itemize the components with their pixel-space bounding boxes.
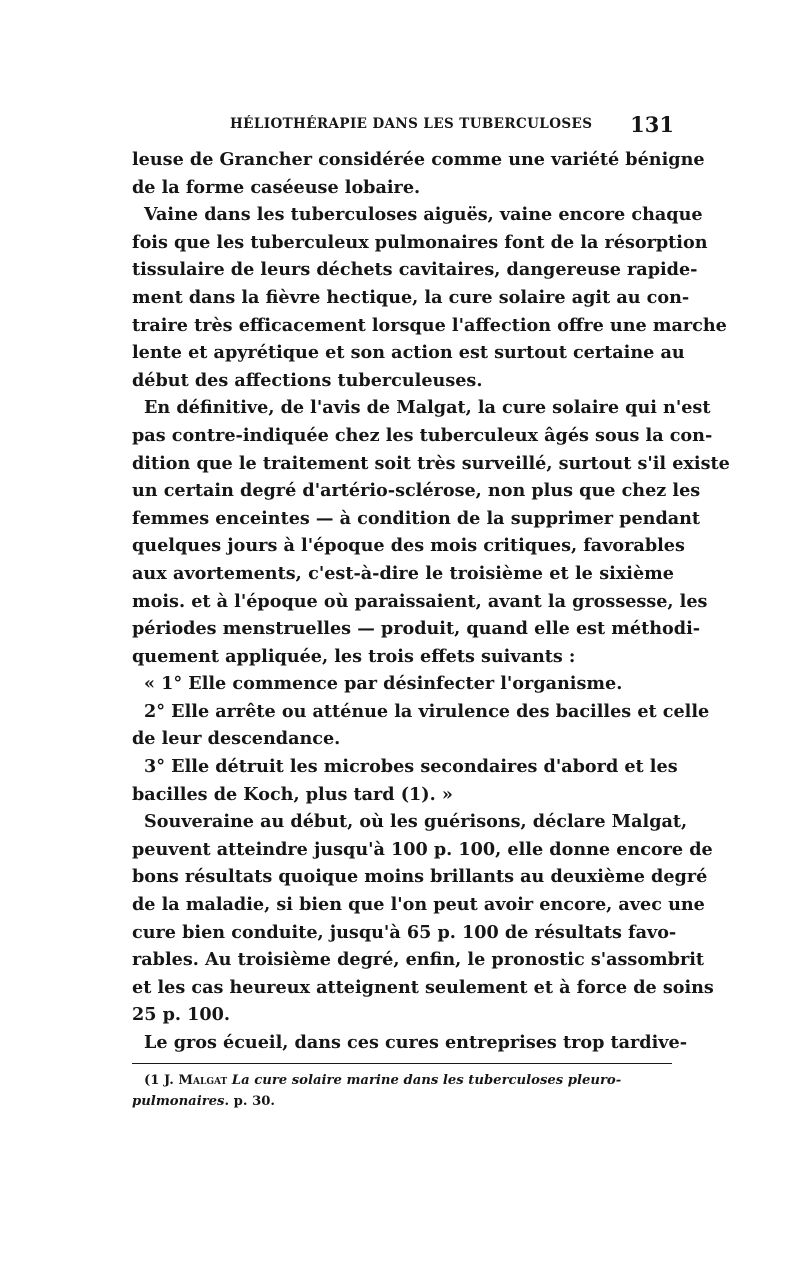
text-line: et les cas heureux atteignent seulement et à force de soins [132, 976, 714, 998]
text-line: mois. et à l'époque où paraissaient, avant la grossesse, les [132, 590, 708, 612]
footnote-page-ref: . p. 30. [224, 1094, 276, 1109]
text-line: En définitive, de l'avis de Malgat, la cure solaire qui n'est [144, 397, 711, 419]
text-line: de leur descendance. [132, 728, 341, 750]
text-line: traire très efficacement lorsque l'affection offre une marche [132, 314, 727, 336]
text-line: 25 p. 100. [132, 1004, 231, 1026]
text-line: bons résultats quoique moins brillants au deuxième degré [132, 866, 708, 888]
text-line: cure bien conduite, jusqu'à 65 p. 100 de résultats favo- [132, 921, 677, 943]
footnote [132, 1070, 674, 1112]
text-line: 3° Elle détruit les microbes secondaires d'abord et les [144, 756, 678, 778]
text-line: Le gros écueil, dans ces cures entreprises trop tardive- [144, 1032, 688, 1053]
text-line: Souveraine au début, où les guérisons, déclare Malgat, [144, 811, 688, 833]
running-head [132, 112, 674, 142]
footnote-title: La cure solaire marine dans les tuberculoses pleuro- [231, 1073, 622, 1088]
page-number: 131 [630, 112, 674, 137]
footnote-line [132, 1091, 674, 1112]
text-line: 2° Elle arrête ou atténue la virulence des bacilles et celle [144, 700, 710, 722]
text-line: quement appliquée, les trois effets suivants : [132, 645, 576, 667]
text-line: rables. Au troisième degré, enfin, le pronostic s'assombrit [132, 949, 705, 971]
running-title: HÉLIOTHÉRAPIE DANS LES TUBERCULOSES [230, 116, 593, 132]
text-line: aux avortements, c'est-à-dire le troisième et le sixième [132, 562, 674, 584]
text-line: bacilles de Koch, plus tard (1). » [132, 783, 453, 805]
text-line: peuvent atteindre jusqu'à 100 p. 100, elle donne encore de [132, 838, 713, 860]
text-line: périodes menstruelles — produit, quand elle est méthodi- [132, 618, 701, 640]
text-line: un certain degré d'artério-sclérose, non plus que chez les [132, 480, 701, 502]
text-line: « 1° Elle commence par désinfecter l'organisme. [144, 673, 623, 695]
text-line: fois que les tuberculeux pulmonaires font de la résorption [132, 231, 708, 253]
text-line: quelques jours à l'époque des mois critiques, favorables [132, 535, 685, 557]
footnote-author: J. Malgat [164, 1073, 228, 1088]
text-line: lente et apyrétique et son action est surtout certaine au [132, 342, 685, 364]
text-line: ment dans la fièvre hectique, la cure solaire agit au con- [132, 286, 690, 308]
text-line: de la forme caséeuse lobaire. [132, 176, 421, 198]
footnote-line [132, 1070, 674, 1091]
text-line: tissulaire de leurs déchets cavitaires, dangereuse rapide- [132, 259, 698, 281]
text-line: début des affections tuberculeuses. [132, 369, 483, 391]
footnote-marker: (1 [144, 1073, 160, 1088]
body-text [132, 146, 730, 1057]
text-line: femmes enceintes — à condition de la supprimer pendant [132, 507, 701, 529]
text-line: Vaine dans les tuberculoses aiguës, vaine encore chaque [144, 204, 703, 226]
footnote-rule [132, 1063, 672, 1064]
text-line: dition que le traitement soit très surveillé, surtout s'il existe [132, 452, 730, 474]
text-line: leuse de Grancher considérée comme une variété bénigne [132, 149, 705, 170]
text-line: de la maladie, si bien que l'on peut avoir encore, avec une [132, 894, 705, 916]
footnote-title-cont: pulmonaires [132, 1094, 225, 1109]
text-line: pas contre-indiquée chez les tuberculeux âgés sous la con- [132, 424, 713, 446]
